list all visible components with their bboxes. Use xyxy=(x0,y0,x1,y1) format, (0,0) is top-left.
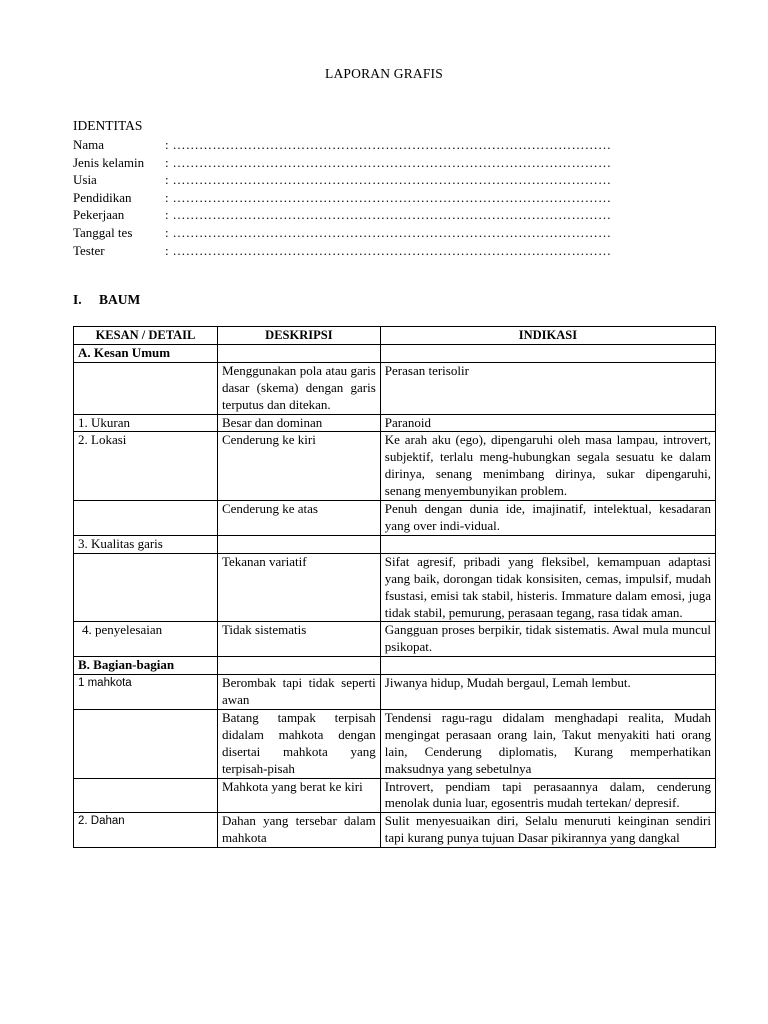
table-header-row xyxy=(74,327,716,345)
field-blank: : ……………………………………………………………………………………… xyxy=(165,189,612,205)
indikasi-cell: Sulit menyesuaikan diri, Selalu menuruti keinginan sendiri tapi kurang punya tujuan Dasar pikirannya yang dangkal xyxy=(380,813,715,848)
field-tanggal-tes xyxy=(73,224,693,242)
field-label: Jenis kelamin xyxy=(73,154,145,170)
field-blank: : ……………………………………………………………………………………… xyxy=(165,137,612,152)
table-row xyxy=(74,622,716,657)
identitas-block xyxy=(73,117,693,259)
table-cell xyxy=(217,657,380,675)
field-label: Pekerjaan xyxy=(73,207,125,223)
table-cell xyxy=(380,657,715,675)
section-heading xyxy=(73,292,140,308)
header-indikasi: INDIKASI xyxy=(380,327,715,345)
header-kesan-detail: KESAN / DETAIL xyxy=(74,327,218,345)
deskripsi-cell: Tidak sistematis xyxy=(217,622,380,657)
deskripsi-cell xyxy=(217,535,380,553)
detail-cell xyxy=(74,709,218,778)
section-label: B. Bagian-bagian xyxy=(74,657,218,675)
deskripsi-cell: Cenderung ke atas xyxy=(217,501,380,536)
table-row xyxy=(74,709,716,778)
field-label: Usia xyxy=(73,172,97,188)
deskripsi-cell: Dahan yang tersebar dalam mahkota xyxy=(217,813,380,848)
indikasi-cell: Paranoid xyxy=(380,414,715,432)
detail-cell xyxy=(74,362,218,414)
field-blank: : ……………………………………………………………………………………… xyxy=(165,154,612,170)
indikasi-cell: Ke arah aku (ego), dipengaruhi oleh masa lampau, introvert, subjektif, terlalu meng-hubungkan segala sesuatu ke dalam dirinya, senang menimbang dirinya, sukar dipengaruhi, senang menyembunyikan problem. xyxy=(380,432,715,501)
detail-cell: 1 mahkota xyxy=(74,675,218,710)
field-blank: : ……………………………………………………………………………………… xyxy=(165,207,612,223)
field-jenis-kelamin xyxy=(73,154,693,172)
deskripsi-cell: Cenderung ke kiri xyxy=(217,432,380,501)
table-row xyxy=(74,535,716,553)
table-row xyxy=(74,553,716,622)
field-nama xyxy=(73,136,693,154)
field-usia xyxy=(73,171,693,189)
table-row xyxy=(74,432,716,501)
detail-cell: 4. penyelesaian xyxy=(74,622,218,657)
table-row xyxy=(74,778,716,813)
table-row xyxy=(74,414,716,432)
field-label: Tester xyxy=(73,242,105,258)
indikasi-cell xyxy=(380,535,715,553)
table-row xyxy=(74,813,716,848)
detail-cell: 3. Kualitas garis xyxy=(74,535,218,553)
field-label: Tanggal tes xyxy=(73,224,133,240)
detail-cell xyxy=(74,553,218,622)
detail-cell xyxy=(74,501,218,536)
deskripsi-cell: Besar dan dominan xyxy=(217,414,380,432)
table-row xyxy=(74,675,716,710)
field-blank: : ……………………………………………………………………………………… xyxy=(165,242,612,258)
deskripsi-cell: Berombak tapi tidak seperti awan xyxy=(217,675,380,710)
field-pendidikan xyxy=(73,189,693,207)
table-row xyxy=(74,362,716,414)
detail-cell: 1. Ukuran xyxy=(74,414,218,432)
field-tester xyxy=(73,242,693,260)
field-blank: : ……………………………………………………………………………………… xyxy=(165,224,612,240)
detail-cell: 2. Lokasi xyxy=(74,432,218,501)
field-label: Nama xyxy=(73,137,105,152)
deskripsi-cell: Tekanan variatif xyxy=(217,553,380,622)
baum-table xyxy=(73,326,716,848)
header-deskripsi: DESKRIPSI xyxy=(217,327,380,345)
table-cell xyxy=(380,344,715,362)
indikasi-cell: Perasan terisolir xyxy=(380,362,715,414)
indikasi-cell: Introvert, pendiam tapi perasaannya dalam, cenderung menolak dunia luar, egosentris mudah tertekan/ depresif. xyxy=(380,778,715,813)
section-row-kesan-umum xyxy=(74,344,716,362)
section-label: A. Kesan Umum xyxy=(74,344,218,362)
table-cell xyxy=(217,344,380,362)
detail-cell: 2. Dahan xyxy=(74,813,218,848)
detail-cell xyxy=(74,778,218,813)
deskripsi-cell: Batang tampak terpisah didalam mahkota dengan disertai mahkota yang terpisah-pisah xyxy=(217,709,380,778)
field-label: Pendidikan xyxy=(73,189,132,205)
identitas-heading: IDENTITAS xyxy=(73,118,143,133)
section-title: BAUM xyxy=(99,292,141,307)
document-title: LAPORAN GRAFIS xyxy=(325,66,443,81)
indikasi-cell: Sifat agresif, pribadi yang fleksibel, kemampuan adaptasi yang baik, dorongan tidak konsisiten, cemas, impulsif, mudah fsustasi, emisi tak stabil, histeris. Immature dalam emosi, juga tidak stabil, pemurung, perasaan tegang, rasa tidak aman. xyxy=(380,553,715,622)
field-pekerjaan xyxy=(73,206,693,224)
section-number: I. xyxy=(73,292,82,307)
deskripsi-cell: Mahkota yang berat ke kiri xyxy=(217,778,380,813)
indikasi-cell: Gangguan proses berpikir, tidak sistematis. Awal mula muncul psikopat. xyxy=(380,622,715,657)
table-row xyxy=(74,501,716,536)
indikasi-cell: Penuh dengan dunia ide, imajinatif, intelektual, kesadaran yang over indi-vidual. xyxy=(380,501,715,536)
indikasi-cell: Jiwanya hidup, Mudah bergaul, Lemah lembut. xyxy=(380,675,715,710)
deskripsi-cell: Menggunakan pola atau garis dasar (skema) dengan garis terputus dan ditekan. xyxy=(217,362,380,414)
field-blank: : ……………………………………………………………………………………… xyxy=(165,172,612,188)
indikasi-cell: Tendensi ragu-ragu didalam menghadapi realita, Mudah mengingat perasaan orang lain, Takut menyakiti hati orang lain, Cenderung diplomatis, Kurang memperhatikan maksudnya yang sebetulnya xyxy=(380,709,715,778)
section-row-bagian-bagian xyxy=(74,657,716,675)
